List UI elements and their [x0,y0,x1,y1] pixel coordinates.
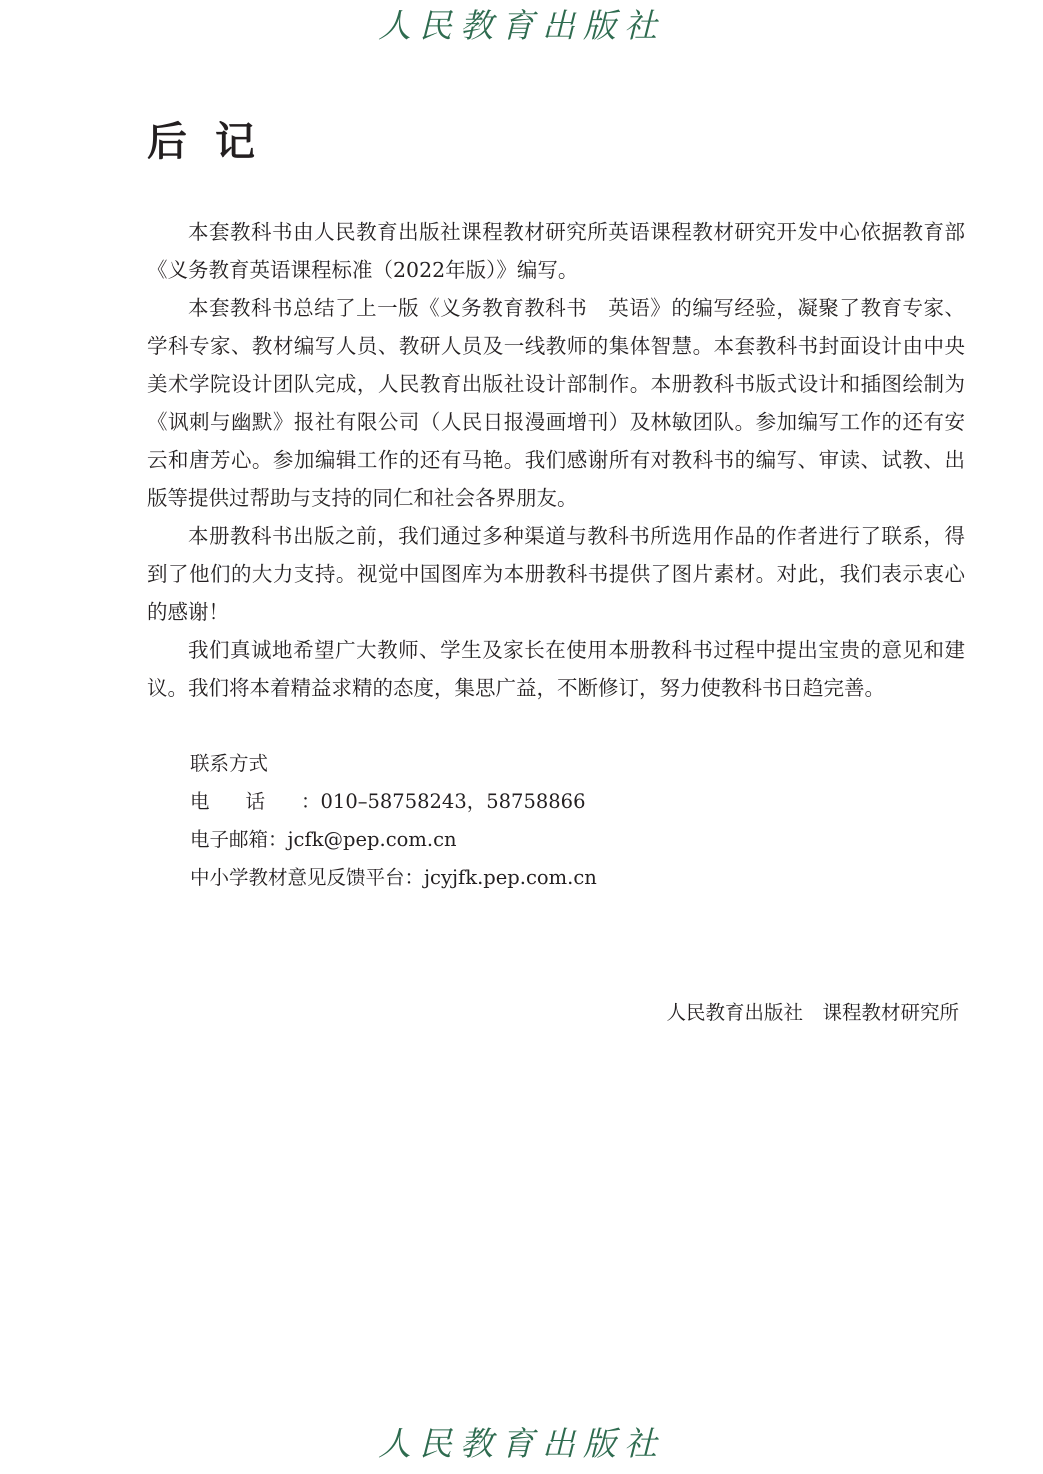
paragraph-2: 本套教科书总结了上一版《义务教育教科书 英语》的编写经验，凝聚了教育专家、学科专家、教材编写人员、教研人员及一线教师的集体智慧。本套教科书封面设计由中央美术学院设计团队完成，人民教育出版社设计部制作。本册教科书版式设计和插图绘制为《讽刺与幽默》报社有限公司（人民日报漫画增刊）及林敏团队。参加编写工作的还有安云和唐芳心。参加编辑工作的还有马艳。我们感谢所有对教科书的编写、审读、试教、出版等提供过帮助与支持的同仁和社会各界朋友。 [147,296,965,510]
phone-value: ：010–58758243，58758866 [301,790,586,813]
email-value: ：jcfk@pep.com.cn [268,828,457,851]
paragraph-3: 本册教科书出版之前，我们通过多种渠道与教科书所选用作品的作者进行了联系，得到了他们的大力支持。视觉中国图库为本册教科书提供了图片素材。对此，我们表示衷心的感谢！ [147,524,965,624]
signature: 人民教育出版社 课程教材研究所 [666,1001,959,1024]
paragraph-4: 我们真诚地希望广大教师、学生及家长在使用本册教科书过程中提出宝贵的意见和建议。我们将本着精益求精的态度，集思广益，不断修订，努力使教科书日趋完善。 [147,638,965,700]
platform-label: 中小学教材意见反馈平台 [190,866,405,889]
email-label: 电子邮箱 [190,828,269,851]
publisher-logo-bottom: 人民教育出版社 [378,1424,665,1463]
contact-phone [190,783,597,821]
contact-heading: 联系方式 [190,752,269,775]
publisher-logo-top: 人民教育出版社 [378,6,665,45]
paragraph-1: 本套教科书由人民教育出版社课程教材研究所英语课程教材研究开发中心依据教育部《义务教育英语课程标准（2022年版）》编写。 [147,220,965,282]
contact-section [190,745,597,897]
phone-label: 电话 [190,790,302,813]
afterword-body [147,213,965,707]
contact-email [190,821,597,859]
page-title: 后记 [147,119,283,165]
platform-value: ：jcyjfk.pep.com.cn [404,866,597,889]
contact-platform [190,859,597,897]
